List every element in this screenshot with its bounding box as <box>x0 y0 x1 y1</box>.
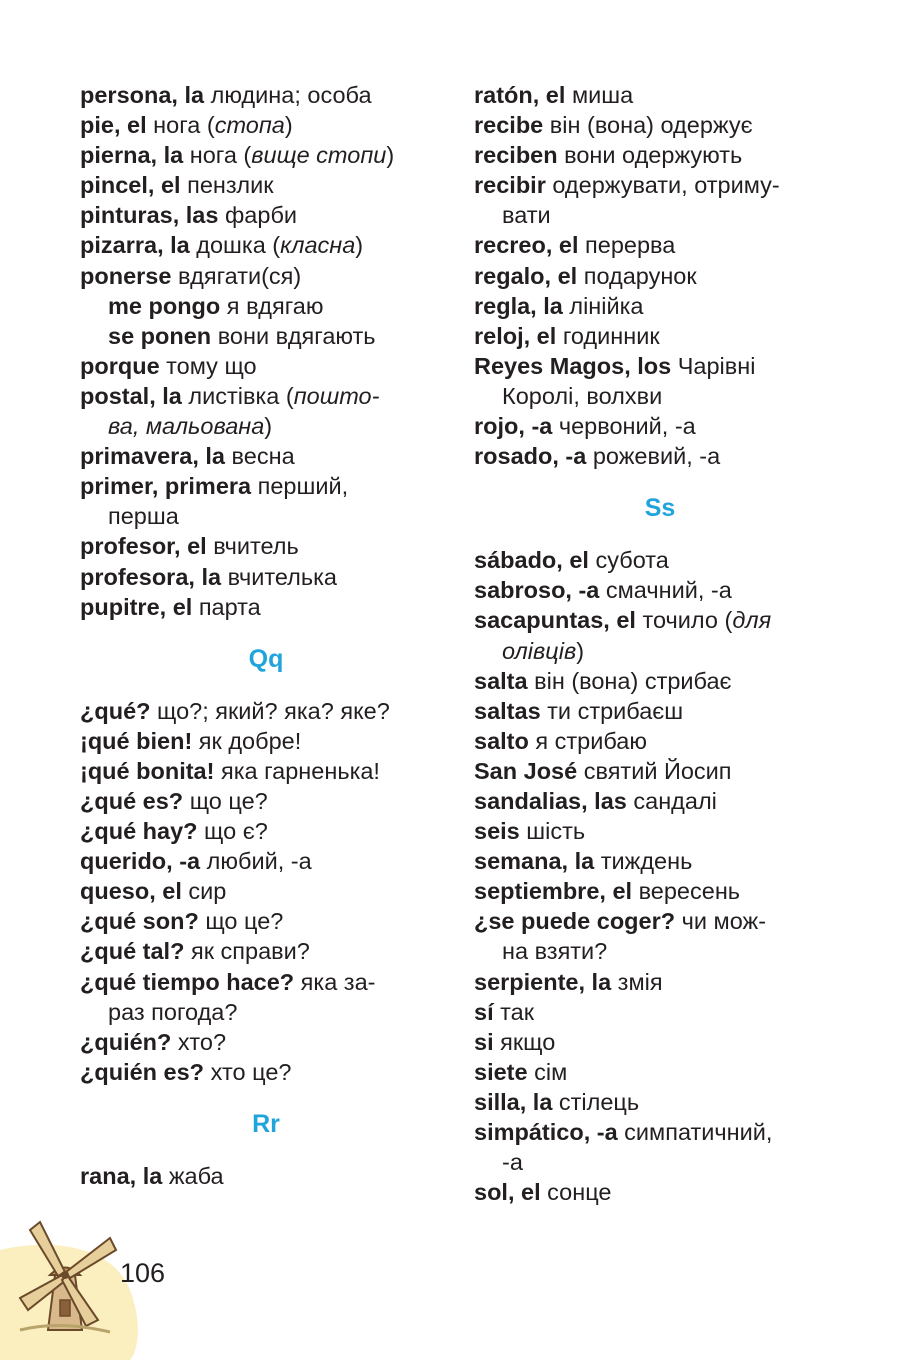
headword: pizarra, la <box>80 232 190 259</box>
dictionary-entry <box>474 967 846 997</box>
headword: sacapuntas, el <box>474 607 636 634</box>
translation: червоний, -а <box>552 413 696 440</box>
translation: сандалі <box>626 787 717 814</box>
translation: я стрибаю <box>528 727 647 754</box>
dictionary-entry <box>80 1057 452 1087</box>
dictionary-entry <box>80 381 452 441</box>
headword: Reyes Magos, los <box>474 352 672 379</box>
translation: -а <box>502 1149 523 1176</box>
translation: сонце <box>540 1179 612 1206</box>
headword: ¡qué bonita! <box>80 757 215 784</box>
dictionary-entry <box>80 786 452 816</box>
headword: silla, la <box>474 1088 553 1115</box>
translation: сир <box>181 878 227 905</box>
note: класна <box>280 232 356 259</box>
translation: шість <box>519 818 586 845</box>
translation: яка за- <box>294 968 376 995</box>
translation: фарби <box>218 202 298 229</box>
section-letter-heading: Ss <box>644 494 676 523</box>
note: ва, мальована <box>108 413 265 440</box>
translation: як справи? <box>184 938 310 965</box>
headword: ¿qué tal? <box>80 938 185 965</box>
translation: тиждень <box>594 848 693 875</box>
headword: regalo, el <box>474 262 578 289</box>
translation: жаба <box>162 1162 224 1189</box>
dictionary-entry <box>474 997 846 1027</box>
dictionary-entry <box>474 1177 846 1207</box>
entry-continuation <box>474 381 846 411</box>
translation: ) <box>576 637 585 664</box>
translation: вчитель <box>206 533 299 560</box>
headword: se ponen <box>108 322 212 349</box>
translation: парта <box>192 593 261 620</box>
translation: я вдягаю <box>220 292 324 319</box>
headword: ponerse <box>80 262 172 289</box>
headword: ratón, el <box>474 82 566 108</box>
dictionary-entry <box>474 110 846 140</box>
translation: весна <box>225 443 295 470</box>
headword: sábado, el <box>474 547 589 574</box>
dictionary-entry <box>80 200 452 230</box>
headword: septiembre, el <box>474 878 633 905</box>
translation: симпатичний, <box>617 1119 773 1145</box>
headword: postal, la <box>80 382 182 409</box>
translation: тому що <box>159 352 257 379</box>
headword: pie, el <box>80 112 147 139</box>
dictionary-entry <box>474 170 846 230</box>
dictionary-entry <box>474 906 846 966</box>
dictionary-entry <box>80 261 452 291</box>
translation: стілець <box>552 1088 640 1115</box>
translation: субота <box>588 547 669 574</box>
entry-continuation <box>80 997 452 1027</box>
translation: перша <box>108 503 179 530</box>
headword: ¡qué bien! <box>80 727 193 754</box>
translation: так <box>493 998 534 1025</box>
dictionary-entry <box>474 1087 846 1117</box>
headword: sandalias, las <box>474 787 627 814</box>
headword: salto <box>474 727 529 754</box>
headword: rosado, -a <box>474 443 587 470</box>
dictionary-entry <box>80 80 452 110</box>
dictionary-entry <box>474 816 846 846</box>
headword: ¿qué son? <box>80 908 199 935</box>
dictionary-entry <box>80 531 452 561</box>
translation: що?; який? яка? яке? <box>150 697 390 724</box>
dictionary-entry <box>474 846 846 876</box>
translation: вдягати(ся) <box>171 262 302 289</box>
page-number: 106 <box>120 1258 166 1288</box>
headword: ¿qué? <box>80 697 151 724</box>
translation: рожевий, -а <box>586 443 721 470</box>
dictionary-entry <box>474 441 846 471</box>
translation: годинник <box>556 322 660 349</box>
translation: подарунок <box>577 262 697 289</box>
dictionary-entry <box>474 351 846 411</box>
headword: primer, primera <box>80 473 252 500</box>
translation: як добре! <box>192 727 302 754</box>
translation: людина; особа <box>204 82 372 108</box>
dictionary-entry <box>474 545 846 575</box>
headword: me pongo <box>108 292 221 319</box>
translation: святий Йосип <box>577 757 732 784</box>
translation: смачний, -а <box>599 577 732 604</box>
dictionary-entry <box>474 261 846 291</box>
translation: раз погода? <box>108 998 238 1025</box>
note: стопа <box>214 112 285 139</box>
dictionary-entry <box>474 1027 846 1057</box>
translation: що є? <box>197 818 268 845</box>
headword: porque <box>80 352 160 379</box>
dictionary-entry <box>474 666 846 696</box>
dictionary-entry <box>80 846 452 876</box>
dictionary-subentry <box>80 321 452 351</box>
translation: дошка ( <box>189 232 281 259</box>
dictionary-entry <box>80 816 452 846</box>
translation: точило ( <box>635 607 733 634</box>
headword: seis <box>474 818 520 845</box>
note: олівців <box>502 637 577 664</box>
translation: листівка ( <box>181 382 294 409</box>
dictionary-subentry <box>80 291 452 321</box>
translation: вони вдягають <box>211 322 376 349</box>
entry-continuation <box>80 501 452 531</box>
headword: saltas <box>474 697 541 724</box>
headword: pinturas, las <box>80 202 219 229</box>
translation: вчителька <box>221 563 337 590</box>
headword: San José <box>474 757 578 784</box>
dictionary-entry <box>474 696 846 726</box>
dictionary-entry <box>80 562 452 592</box>
headword: recibe <box>474 112 544 139</box>
headword: regla, la <box>474 292 563 319</box>
dictionary-entry <box>474 1057 846 1087</box>
dictionary-entry <box>80 471 452 531</box>
dictionary-entry <box>474 230 846 260</box>
translation: пензлик <box>180 172 274 199</box>
translation: перерва <box>578 232 676 259</box>
headword: persona, la <box>80 82 205 108</box>
dictionary-entry <box>80 906 452 936</box>
translation: перший, <box>251 473 349 500</box>
headword: profesor, el <box>80 533 207 560</box>
translation: Чарівні <box>671 352 756 379</box>
translation: ти стрибаєш <box>540 697 684 724</box>
dictionary-entry <box>474 786 846 816</box>
note: пошто- <box>293 382 380 409</box>
headword: reciben <box>474 142 558 169</box>
translation: ) <box>284 112 293 139</box>
translation: що це? <box>198 908 284 935</box>
translation: ) <box>355 232 364 259</box>
dictionary-entry <box>80 726 452 756</box>
dictionary-entry <box>474 140 846 170</box>
translation: вересень <box>632 878 741 905</box>
headword: ¿quién? <box>80 1028 172 1055</box>
dictionary-entry <box>80 592 452 622</box>
section-letter-heading: Rr <box>252 1109 280 1138</box>
translation: вони одержують <box>557 142 743 169</box>
dictionary-entry <box>80 876 452 906</box>
translation: хто? <box>171 1028 227 1055</box>
dictionary-entry <box>474 726 846 756</box>
entry-continuation <box>474 200 846 230</box>
headword: ¿qué hay? <box>80 818 198 845</box>
translation: змія <box>611 968 663 995</box>
headword: ¿qué tiempo hace? <box>80 968 295 995</box>
dictionary-entry <box>80 696 452 726</box>
entry-continuation <box>474 1147 846 1177</box>
dictionary-entry <box>474 1117 846 1177</box>
headword: rojo, -a <box>474 413 553 440</box>
dictionary-entry <box>80 140 452 170</box>
entry-continuation <box>474 936 846 966</box>
dictionary-entry <box>474 80 846 110</box>
dictionary-entry <box>474 411 846 441</box>
translation: вати <box>502 202 551 229</box>
dictionary-entry <box>80 110 452 140</box>
dictionary-entry <box>474 756 846 786</box>
headword: querido, -a <box>80 848 201 875</box>
dictionary-entry <box>80 441 452 471</box>
translation: що це? <box>183 787 268 814</box>
translation: нога ( <box>146 112 215 139</box>
translation: ) <box>264 413 273 440</box>
dictionary-entry <box>80 1027 452 1057</box>
note: вище стопи <box>251 142 387 169</box>
translation: якщо <box>493 1028 556 1055</box>
dictionary-entry <box>474 321 846 351</box>
headword: rana, la <box>80 1162 163 1189</box>
translation: миша <box>565 82 634 108</box>
translation: він (вона) одержує <box>543 112 753 139</box>
dictionary-entry <box>474 291 846 321</box>
dictionary-entry <box>80 967 452 1027</box>
headword: pincel, el <box>80 172 181 199</box>
headword: pierna, la <box>80 142 184 169</box>
translation: хто це? <box>204 1058 292 1085</box>
right-column <box>474 80 846 1207</box>
translation: на взяти? <box>502 938 608 965</box>
dictionary-entry <box>474 575 846 605</box>
headword: ¿quién es? <box>80 1058 205 1085</box>
translation: лінійка <box>562 292 644 319</box>
dictionary-entry <box>80 351 452 381</box>
headword: si <box>474 1028 494 1055</box>
headword: recreo, el <box>474 232 579 259</box>
headword: siete <box>474 1058 528 1085</box>
dictionary-entry <box>80 230 452 260</box>
headword: ¿se puede coger? <box>474 908 676 935</box>
translation: любий, -а <box>200 848 312 875</box>
dictionary-entry <box>80 756 452 786</box>
translation: нога ( <box>183 142 252 169</box>
translation: чи мож- <box>675 908 767 935</box>
translation: одержувати, отриму- <box>545 172 780 199</box>
translation: ) <box>386 142 395 169</box>
headword: profesora, la <box>80 563 222 590</box>
entry-continuation <box>474 636 846 666</box>
headword: reloj, el <box>474 322 557 349</box>
dictionary-entry <box>80 170 452 200</box>
note: для <box>732 607 772 634</box>
headword: primavera, la <box>80 443 226 470</box>
headword: ¿qué es? <box>80 787 184 814</box>
entry-continuation <box>80 411 452 441</box>
translation: яка гарненька! <box>214 757 380 784</box>
headword: sol, el <box>474 1179 541 1206</box>
dictionary-entry <box>474 605 846 665</box>
translation: Королі, волхви <box>502 382 663 409</box>
headword: queso, el <box>80 878 182 905</box>
headword: pupitre, el <box>80 593 193 620</box>
translation: сім <box>527 1058 568 1085</box>
headword: simpático, -a <box>474 1119 618 1145</box>
left-column <box>80 80 452 1191</box>
dictionary-entry <box>80 936 452 966</box>
headword: semana, la <box>474 848 595 875</box>
dictionary-entry <box>474 876 846 906</box>
headword: recibir <box>474 172 546 199</box>
translation: він (вона) стрибає <box>527 667 732 694</box>
headword: sí <box>474 998 494 1025</box>
headword: salta <box>474 667 528 694</box>
section-letter-heading: Qq <box>248 644 284 673</box>
headword: sabroso, -a <box>474 577 600 604</box>
headword: serpiente, la <box>474 968 612 995</box>
